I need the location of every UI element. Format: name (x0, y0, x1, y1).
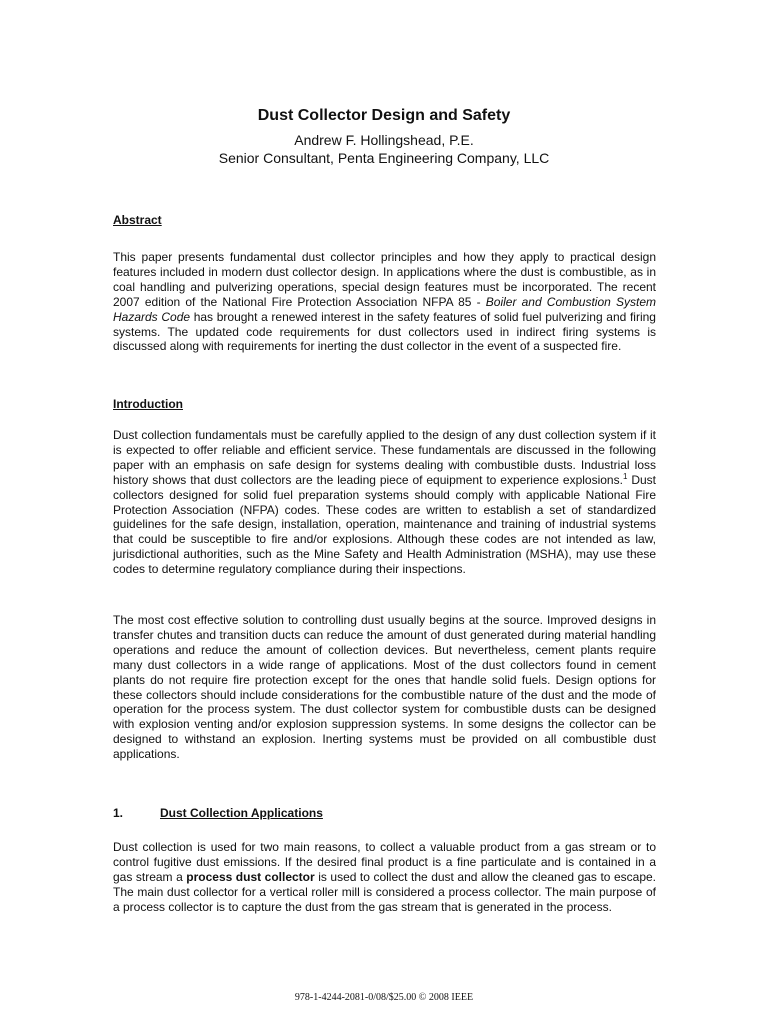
intro-p1-part2: Dust collectors designed for solid fuel preparation systems should comply with applicable National Fire Protection Association (NFPA) codes. These codes are written to establish a set of standardized guidelines for the safe design, installation, operation, maintenance and training of industrial systems that could be susceptible to fire and/or explosions. Although these codes are not intended as law, jurisdictional authorities, such as the Mine Safety and Health Administration (MSHA), may use these codes to determine regulatory compliance during their inspections. (113, 472, 656, 577)
abstract-heading: Abstract (113, 213, 162, 227)
section1-text-part2: is used to collect the dust and allow the cleaned gas to escape. The main dust collector for a vertical roller mill is considered a process collector. The main purpose of a process collector is to capture the dust from the gas stream that is generated in the process. (113, 869, 656, 914)
introduction-paragraph-1 (113, 428, 656, 577)
section1-text-part1: Dust collection is used for two main reasons, to collect a valuable product from a gas stream or to control fugitive dust emissions. If the desired final product is a fine particulate and is contained in a gas stream a (113, 840, 656, 884)
section1-bold-term: process dust collector (186, 869, 315, 884)
abstract-text-part1: This paper presents fundamental dust collector principles and how they apply to practical design features included in modern dust collector design. In applications where the dust is combustible, as in coal handling and pulverizing operations, special design features must be incorporated. The recent 2007 edition of the National Fire Protection Association NFPA 85 - (113, 250, 656, 309)
abstract-paragraph (113, 250, 656, 354)
section1-paragraph (113, 840, 656, 915)
paper-affiliation: Senior Consultant, Penta Engineering Company, LLC (218, 150, 550, 166)
section-number: 1. (113, 806, 124, 820)
abstract-text-part2: has brought a renewed interest in the safety features of solid fuel pulverizing and firing systems. The updated code requirements for dust collectors used in indirect firing systems is discussed along with requirements for inerting the dust collector in the event of a suspected fire. (113, 309, 656, 354)
introduction-paragraph-2: The most cost effective solution to controlling dust usually begins at the source. Improved designs in transfer chutes and transition ducts can reduce the amount of dust generated during material handling operations and reduce the amount of collection devices. But nevertheless, cement plants require many dust collectors in a wide range of applications. Most of the dust collectors found in cement plants do not require fire protection except for the ones that handle solid fuels. Design options for these collectors should include considerations for the combustible nature of the dust and the mode of operation for the process system. The dust collector system for combustible dusts can be designed with explosion venting and/or explosion suppression systems. In some designs the collector can be designed to withstand an explosion. Inerting systems must be provided on all combustible dust applications. (113, 613, 656, 762)
section-title: Dust Collection Applications (160, 806, 323, 820)
footer-copyright: 978-1-4244-2081-0/08/$25.00 © 2008 IEEE (294, 992, 474, 1003)
introduction-heading: Introduction (113, 397, 183, 411)
abstract-code-title: Boiler and Combustion System Hazards Code (113, 294, 656, 324)
intro-p1-part1: Dust collection fundamentals must be carefully applied to the design of any dust collection system if it is expected to offer reliable and efficient service. These fundamentals are discussed in the following paper with an emphasis on safe design for systems dealing with combustible dusts. Industrial loss history shows that dust collectors are the leading piece of equipment to experience explosions. (113, 428, 656, 487)
paper-title: Dust Collector Design and Safety (257, 107, 511, 124)
paper-author: Andrew F. Hollingshead, P.E. (294, 132, 474, 148)
footnote-ref: 1 (622, 471, 628, 481)
